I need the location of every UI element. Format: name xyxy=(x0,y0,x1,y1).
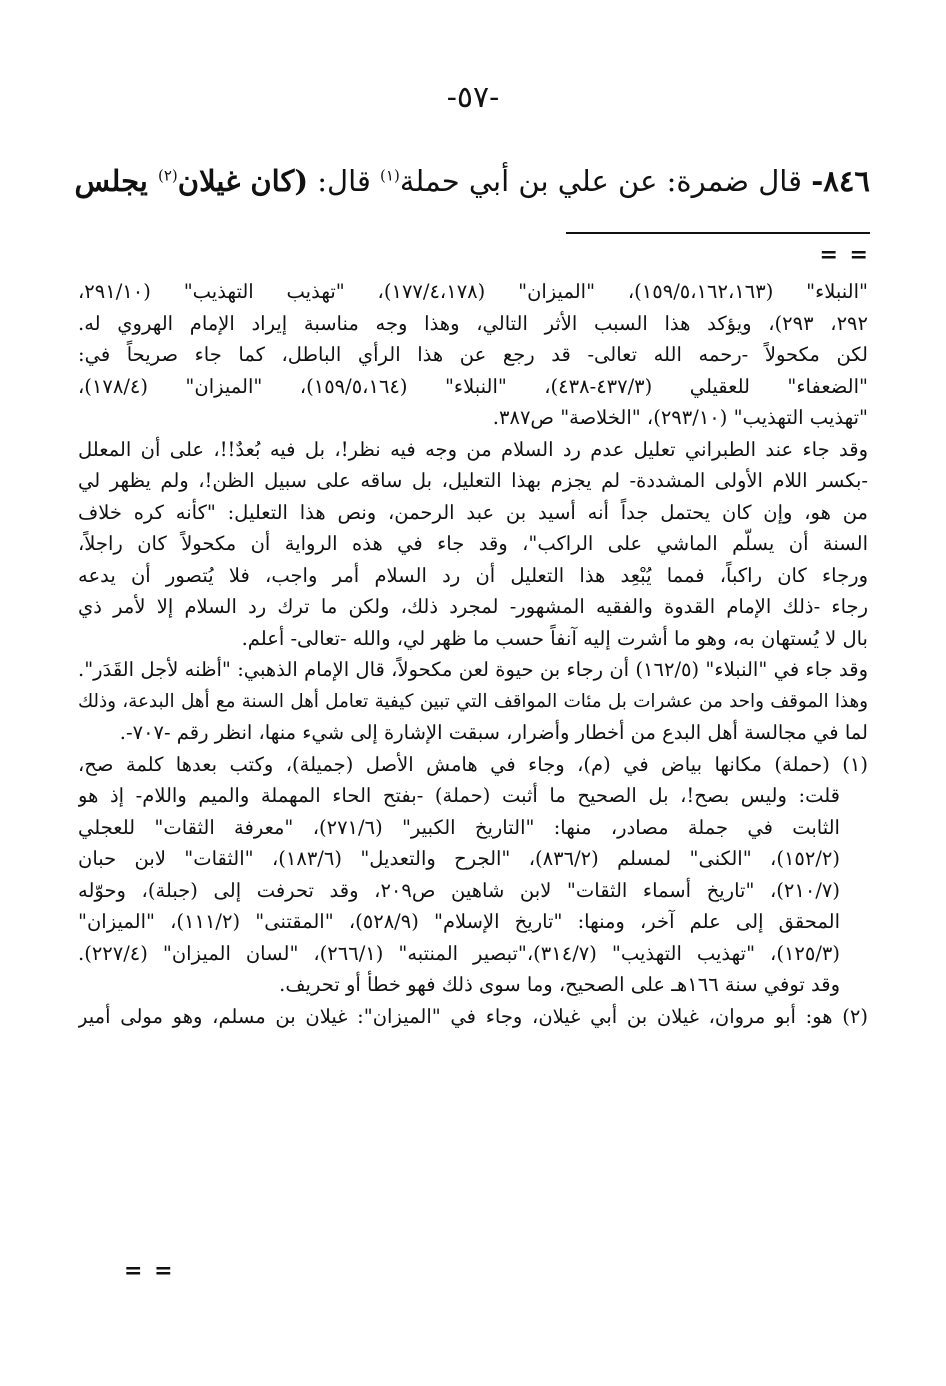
body-line: "تهذيب التهذيب" (٢٩٣/١٠)، "الخلاصة" ص٣٨٧. xyxy=(492,406,868,429)
footnote-ref-1[interactable]: (١) xyxy=(380,166,400,185)
body-line: "النبلاء" (١٥٩/٥،١٦٢،١٦٣)، "الميزان" (١٧٧/٤،١٧٨)، "تهذيب التهذيب" (٢٩١/١٠، xyxy=(78,280,868,303)
footnote-body xyxy=(78,276,868,1032)
body-line: وقد جاء في "النبلاء" (١٦٢/٥) أن رجاء بن حيوة لعن مكحولاً، قال الإمام الذهبي: "أظنه لأجل القَدَر". xyxy=(78,658,868,681)
footnote-1-line: (١) (حملة) مكانها بياض في (م)، وجاء في هامش الأصل (جميلة)، وكتب بعدها كلمة صح، xyxy=(78,752,868,776)
footnote-1-line: (٢١٠/٧)، "تاريخ أسماء الثقات" لابن شاهين ص٢٠٩، وقد تحرفت إلى (جبلة)، وحوّله xyxy=(78,878,840,902)
footnote-1-line: (١٢٥/٣)، "تهذيب التهذيب" (٣١٤/٧)،"تبصير المنتبه" (٢٦٦/١)، "لسان الميزان" (٢٢٧/٤). xyxy=(78,941,841,965)
body-line: من هو، وإن كان يحتمل جداً أنه أسيد بن عبد الرحمن، ونص هذا التعليل: "كأنه كره خلاف xyxy=(78,500,868,524)
hadith-number: ٨٤٦- xyxy=(811,164,870,198)
footnote-2-line: (٢) هو: أبو مروان، غيلان بن أبي غيلان، وجاء في "الميزان": غيلان بن مسلم، وهو مولى أمير xyxy=(78,1004,868,1028)
heading-text-before: قال ضمرة: عن علي بن أبي حملة xyxy=(399,164,812,198)
body-line: لكن مكحولاً -رحمه الله تعالى- قد رجع عن هذا الرأي الباطل، كما جاء صريحاً في: xyxy=(78,343,868,366)
body-line: بال لا يُستهان به، وهو ما أشرت إليه آنفاً حسب ما ظهر لي، والله -تعالى- أعلم. xyxy=(241,626,868,650)
body-line: وقد جاء عند الطبراني تعليل عدم رد السلام من وجه فيه نظر!، بل فيه بُعدٌ!!، على أن المعلل xyxy=(78,437,868,461)
body-line: ورجاء كان راكباً، فمما يُبْعِد هذا التعليل أن رد السلام أمر واجب، فلا يُتصور أن يدعه xyxy=(78,563,868,587)
footnote-1-line: الثابت في جملة مصادر، منها: "التاريخ الكبير" (٢٧١/٦)، "معرفة الثقات" للعجلي xyxy=(78,815,840,839)
heading-divider xyxy=(566,232,870,234)
footnote-1-line: المحقق إلى علم آخر، ومنها: "تاريخ الإسلام" (٥٢٨/٩)، "المقتنى" (١١١/٢)، "الميزان" xyxy=(78,910,840,933)
body-line: وهذا الموقف واحد من عشرات بل مئات المواقف التي تبين كيفية تعامل أهل السنة مع أهل البدعة، وذلك xyxy=(78,690,868,712)
footnote-1-line: وقد توفي سنة ١٦٦هـ على الصحيح، وما سوى ذلك فهو خطأ أو تحريف. xyxy=(279,973,840,996)
heading-quote: (كان غيلان xyxy=(177,164,309,198)
body-line: لما في مجالسة أهل البدع من أخطار وأضرار، سبقت الإشارة إلى شيء منها، انظر رقم -٧٠٧-. xyxy=(119,721,868,744)
hadith-heading xyxy=(70,164,870,198)
heading-quote-end: يجلس xyxy=(74,164,158,198)
continuation-marker-bottom: = = xyxy=(124,1258,175,1284)
body-line: ٢٩٢، ٢٩٣)، ويؤكد هذا السبب الأثر التالي، وهذا وجه مناسبة إيراد الإمام الهروي له. xyxy=(78,311,868,335)
body-line: رجاء -ذلك الإمام القدوة والفقيه المشهور- لمجرد ذلك، ولكن ما ترك رد السلام إلا لأمر ذي xyxy=(78,595,868,618)
continuation-marker-top: = = xyxy=(819,242,870,268)
heading-text-mid: قال: xyxy=(308,164,381,198)
footnote-1-line: قلت: وليس بصح!، بل الصحيح ما أثبت (حملة) -بفتح الحاء المهملة والميم واللام- إذ هو xyxy=(78,784,840,807)
body-line: السنة أن يسلّم الماشي على الراكب"، وقد جاء في هذه الرواية أن مكحولاً كان راجلاً، xyxy=(78,532,868,555)
footnote-ref-2[interactable]: (٢) xyxy=(157,166,178,185)
body-line: "الضعفاء" للعقيلي (٤٣٧/٣-٤٣٨)، "النبلاء" (١٥٩/٥،١٦٤)، "الميزان" (١٧٨/٤)، xyxy=(78,374,868,398)
body-line: -بكسر اللام الأولى المشددة- لم يجزم بهذا التعليل، بل ساقه على سبيل الظن!، ولم يظهر لي xyxy=(78,469,868,492)
footnote-1-line: (١٥٢/٢)، "الكنى" لمسلم (٨٣٦/٢)، "الجرح والتعديل" (١٨٣/٦)، "الثقات" لابن حبان xyxy=(78,847,841,870)
page-number: -٥٧- xyxy=(446,80,500,115)
